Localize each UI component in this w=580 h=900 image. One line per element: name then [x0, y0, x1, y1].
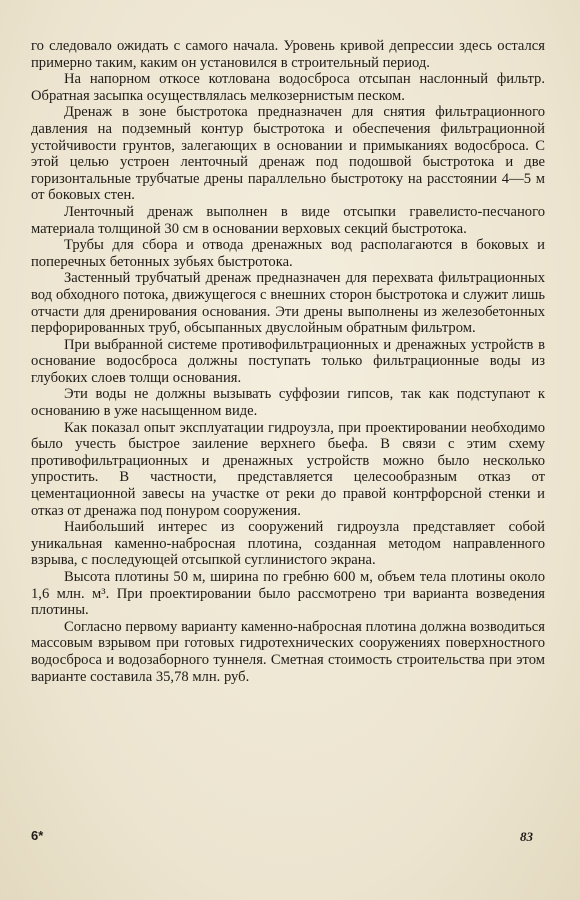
signature-mark: 6* — [31, 828, 44, 843]
paragraph: Эти воды не должны вызывать суффозии гипсов, так как подступают к основанию в уже насыщенном виде. — [31, 386, 545, 420]
body-text — [31, 38, 545, 685]
paragraph: Застенный трубчатый дренаж предназначен для перехвата фильтрационных вод обходного потока, движущегося с внешних сторон быстротока и служит лишь отчасти для дренирования основания. Эти дрены выполнены из железобетонных перфорированных труб, обсыпанных двуслойным обратным фильтром. — [31, 270, 545, 337]
paragraph: Как показал опыт эксплуатации гидроузла, при проектировании необходимо было учесть быстрое заиление верхнего бьефа. В связи с этим схему противофильтрационных и дренажных устройств можно было несколько упростить. В частности, представляется целесообразным отказ от цементационной завесы на участке от реки до правой контрфорсной стенки и отказ от дренажа под понуром сооружения. — [31, 419, 545, 519]
paragraph: Дренаж в зоне быстротока предназначен для снятия фильтрационного давления на подземный контур быстротока и обеспечения фильтрационной устойчивости грунтов, залегающих в основании и примыканиях водосброса. С этой целью устроен ленточный дренаж под подошвой быстротока и две горизонтальные трубчатые дрены параллельно быстротоку на расстоянии 4—5 м от боковых стен. — [31, 104, 545, 204]
paragraph: На напорном откосе котлована водосброса отсыпан наслонный фильтр. Обратная засыпка осуществлялась мелкозернистым песком. — [31, 71, 545, 104]
paragraph: Наибольший интерес из сооружений гидроузла представляет собой уникальная каменно-набросная плотина, созданная методом направленного взрыва, с последующей отсыпкой суглинистого экрана. — [31, 519, 545, 569]
paragraph: Согласно первому варианту каменно-набросная плотина должна возводиться массовым взрывом при готовых гидротехнических сооружениях поверхностного водосброса и водозаборного туннеля. Сметная стоимость строительства при этом варианте составила 35,78 млн. руб. — [31, 618, 545, 685]
paragraph: При выбранной системе противофильтрационных и дренажных устройств в основание водосброса должны поступать только фильтрационные воды из глубоких слоев толщи основания. — [31, 336, 545, 386]
paragraph: Трубы для сбора и отвода дренажных вод располагаются в боковых и поперечных бетонных зубьях быстротока. — [31, 237, 545, 270]
page-number: 83 — [520, 829, 533, 844]
paragraph: го следовало ожидать с самого начала. Уровень кривой депрессии здесь остался примерно таким, каким он установился в строительный период. — [31, 38, 545, 71]
paragraph: Высота плотины 50 м, ширина по гребню 600 м, объем тела плотины около 1,6 млн. м³. При проектировании было рассмотрено три варианта возведения плотины. — [31, 569, 545, 619]
paragraph: Ленточный дренаж выполнен в виде отсыпки гравелисто-песчаного материала толщиной 30 см в основании верховых секций быстротока. — [31, 203, 545, 237]
